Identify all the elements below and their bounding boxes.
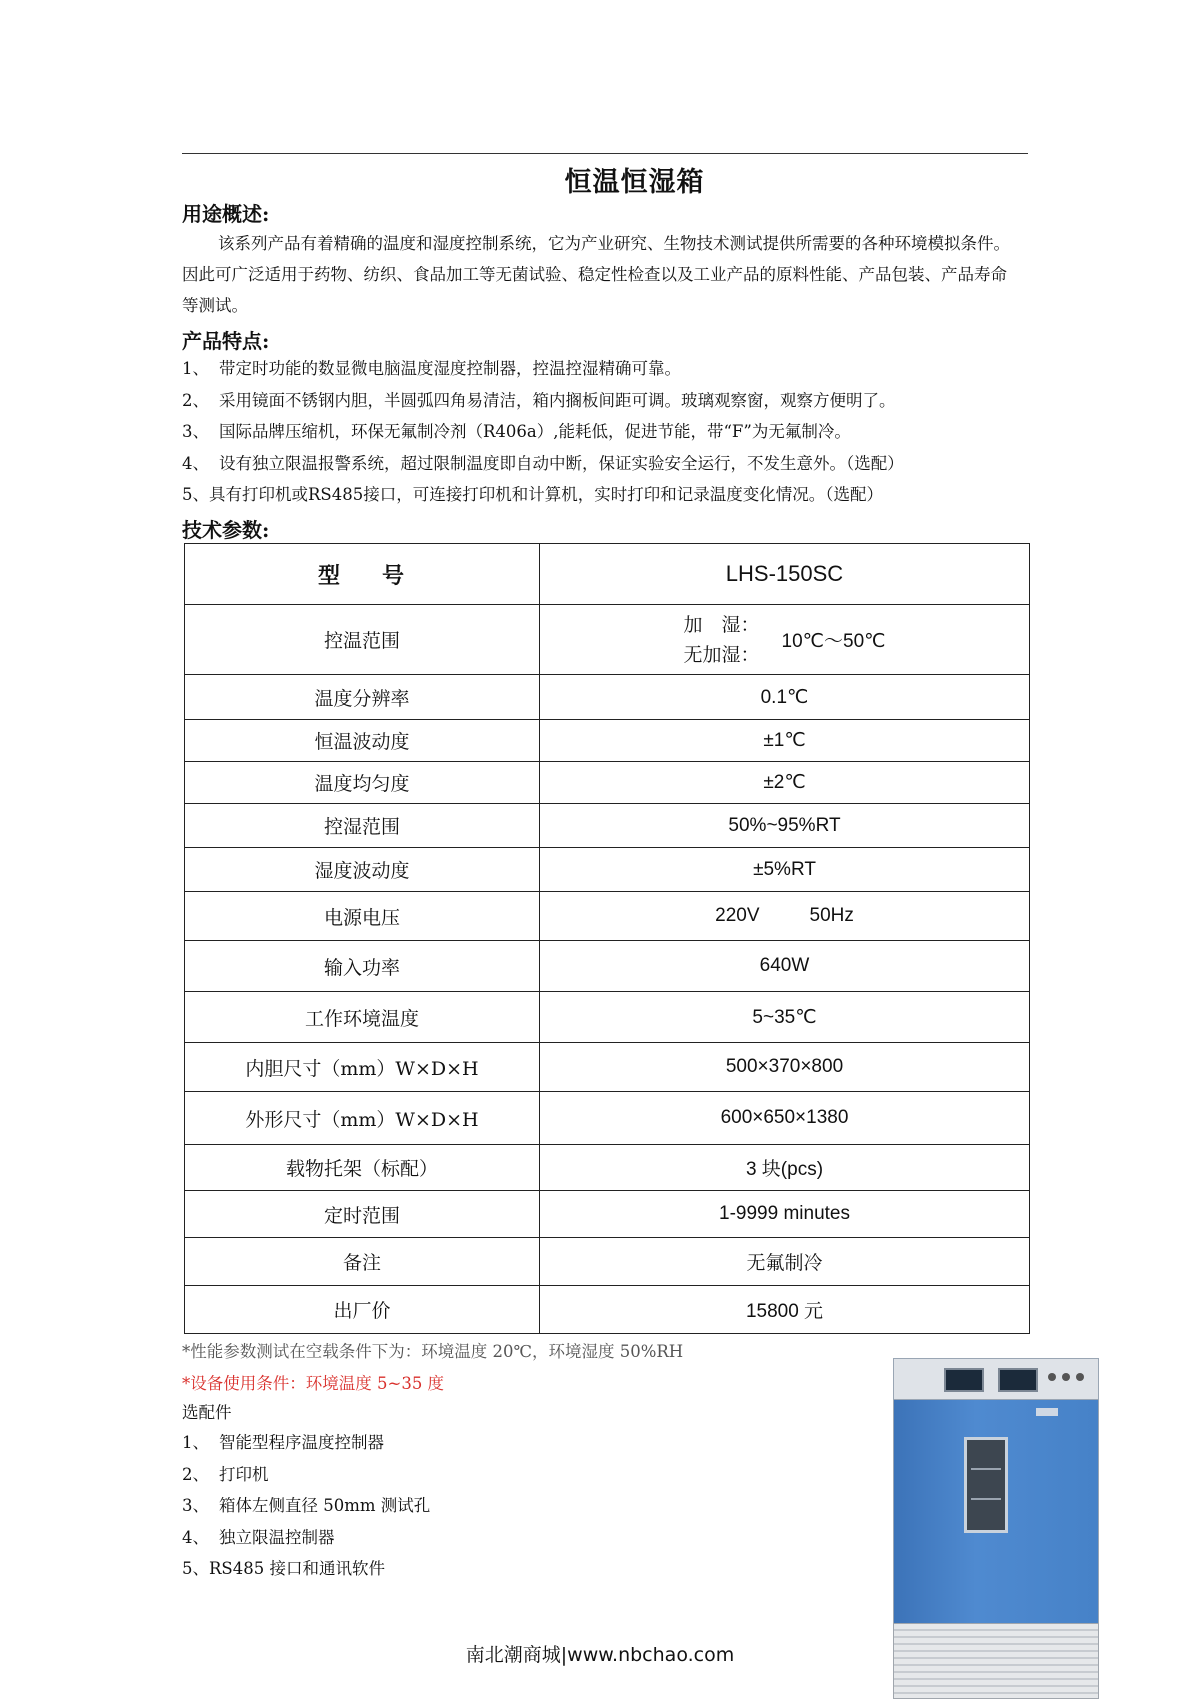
usage-paragraph [182, 228, 1087, 321]
table-row [185, 1145, 1030, 1191]
table-row [185, 720, 1030, 762]
spec-label: 出厂价 [185, 1286, 540, 1334]
spec-label: 恒温波动度 [185, 720, 540, 762]
humid-label: 加 湿： [683, 613, 760, 636]
spec-value: 无氟制冷 [540, 1238, 1030, 1286]
spec-value: 5~35℃ [540, 992, 1030, 1043]
feature-text: 采用镜面不锈钢内胆，半圆弧四角易清洁，箱内搁板间距可调。玻璃观察窗，观察方便明了。 [219, 390, 896, 410]
display-panel [998, 1368, 1038, 1392]
option-number: 2、 [182, 1464, 209, 1484]
spec-value: 3 块(pcs) [540, 1145, 1030, 1191]
usage-heading: 用途概述: [182, 202, 270, 226]
switch-button [1062, 1373, 1070, 1381]
spec-value: 500×370×800 [540, 1043, 1030, 1092]
usage-line: 等测试。 [182, 296, 248, 315]
spec-label: 电源电压 [185, 892, 540, 941]
spec-table [184, 543, 1030, 1334]
option-item [182, 1427, 430, 1459]
spec-label: 温度均匀度 [185, 762, 540, 804]
header-rule [182, 153, 1028, 154]
feature-text: 带定时功能的数显微电脑温度湿度控制器，控温控湿精确可靠。 [219, 359, 681, 378]
options-list [182, 1427, 430, 1585]
table-row [185, 1238, 1030, 1286]
spec-value: 50%~95%RT [540, 804, 1030, 848]
feature-number: 3、 [182, 422, 209, 441]
table-row [185, 1092, 1030, 1145]
table-row [185, 848, 1030, 892]
feature-text: 国际品牌压缩机，环保无氟制冷剂（R406a）,能耗低，促进节能，带“F”为无氟制冷。 [219, 422, 851, 441]
spec-value: 1-9999 minutes [540, 1191, 1030, 1238]
table-row [185, 544, 1030, 605]
spec-label: 湿度波动度 [185, 848, 540, 892]
spec-value: 640W [540, 941, 1030, 992]
feature-number: 2、 [182, 390, 209, 410]
switch-button [1076, 1373, 1084, 1381]
spec-label: 外形尺寸（mm）W×D×H [185, 1092, 540, 1145]
option-text: RS485 接口和通讯软件 [209, 1559, 385, 1578]
option-number: 1、 [182, 1433, 209, 1452]
table-row [185, 762, 1030, 804]
switch-button [1048, 1373, 1056, 1381]
features-heading: 产品特点: [182, 329, 270, 353]
shelf [971, 1468, 1001, 1470]
spec-label: 控温范围 [185, 605, 540, 675]
display-panel [944, 1368, 984, 1392]
table-row [185, 941, 1030, 992]
model-value: LHS-150SC [540, 544, 1030, 605]
table-row [185, 804, 1030, 848]
option-text: 打印机 [219, 1464, 269, 1484]
options-heading: 选配件 [182, 1403, 232, 1422]
model-label: 型 号 [185, 544, 540, 605]
feature-number: 5、 [182, 485, 209, 504]
spec-label: 备注 [185, 1238, 540, 1286]
option-item [182, 1490, 430, 1522]
temp-range-value: 10℃～50℃ [781, 631, 886, 652]
feature-text: 具有打印机或RS485接口，可连接打印机和计算机，实时打印和记录温度变化情况。（选配） [209, 485, 883, 504]
feature-text: 设有独立限温报警系统，超过限制温度即自动中断，保证实验安全运行，不发生意外。（选配） [219, 453, 904, 473]
table-row [185, 992, 1030, 1043]
usage-condition-note: *设备使用条件：环境温度 5~35 度 [182, 1374, 445, 1393]
spec-value: 600×650×1380 [540, 1092, 1030, 1145]
spec-label: 内胆尺寸（mm）W×D×H [185, 1043, 540, 1092]
option-item [182, 1522, 430, 1554]
spec-label: 温度分辨率 [185, 675, 540, 720]
features-list [182, 353, 904, 511]
table-row [185, 1286, 1030, 1334]
shelf [971, 1498, 1001, 1500]
spec-label: 工作环境温度 [185, 992, 540, 1043]
spec-value: ±2℃ [540, 762, 1030, 804]
spec-label: 载物托架（标配） [185, 1145, 540, 1191]
brand-badge [1036, 1408, 1058, 1416]
spec-value: ±5%RT [540, 848, 1030, 892]
feature-number: 1、 [182, 359, 209, 378]
spec-label: 定时范围 [185, 1191, 540, 1238]
spec-value: 0.1℃ [540, 675, 1030, 720]
voltage-value: 220V 50Hz [540, 892, 1030, 941]
spec-value: 15800 元 [540, 1286, 1030, 1334]
spec-value: ±1℃ [540, 720, 1030, 762]
specs-heading: 技术参数: [182, 518, 270, 542]
table-row [185, 1191, 1030, 1238]
temp-range-cell [540, 605, 1030, 675]
option-text: 独立限温控制器 [219, 1527, 335, 1547]
option-text: 箱体左侧直径 50mm 测试孔 [219, 1496, 431, 1515]
usage-line: 该系列产品有着精确的温度和湿度控制系统，它为产业研究、生物技术测试提供所需要的各种环境模拟条件。 [218, 234, 1010, 253]
page-title: 恒温恒湿箱 [564, 167, 705, 198]
table-row [185, 1043, 1030, 1092]
table-row [185, 605, 1030, 675]
option-item [182, 1459, 430, 1491]
feature-item [182, 385, 904, 417]
observation-window [964, 1437, 1008, 1533]
control-panel [894, 1359, 1098, 1400]
option-number: 4、 [182, 1527, 209, 1547]
option-text: 智能型程序温度控制器 [219, 1433, 384, 1452]
spec-label: 输入功率 [185, 941, 540, 992]
spec-label: 控湿范围 [185, 804, 540, 848]
option-item [182, 1553, 430, 1585]
option-number: 3、 [182, 1496, 209, 1515]
footer-watermark: 南北潮商城|www.nbchao.com [465, 1644, 735, 1666]
nonhumid-label: 无加湿： [683, 643, 760, 666]
feature-item [182, 479, 904, 511]
performance-note: *性能参数测试在空载条件下为：环境温度 20℃，环境湿度 50%RH [182, 1342, 684, 1361]
feature-item [182, 416, 904, 448]
usage-line: 因此可广泛适用于药物、纺织、食品加工等无菌试验、稳定性检查以及工业产品的原料性能、产品包装、产品寿命 [182, 265, 1007, 284]
table-row [185, 675, 1030, 720]
feature-number: 4、 [182, 453, 209, 473]
table-row [185, 892, 1030, 941]
option-number: 5、 [182, 1559, 209, 1578]
feature-item [182, 448, 904, 480]
feature-item [182, 353, 904, 385]
